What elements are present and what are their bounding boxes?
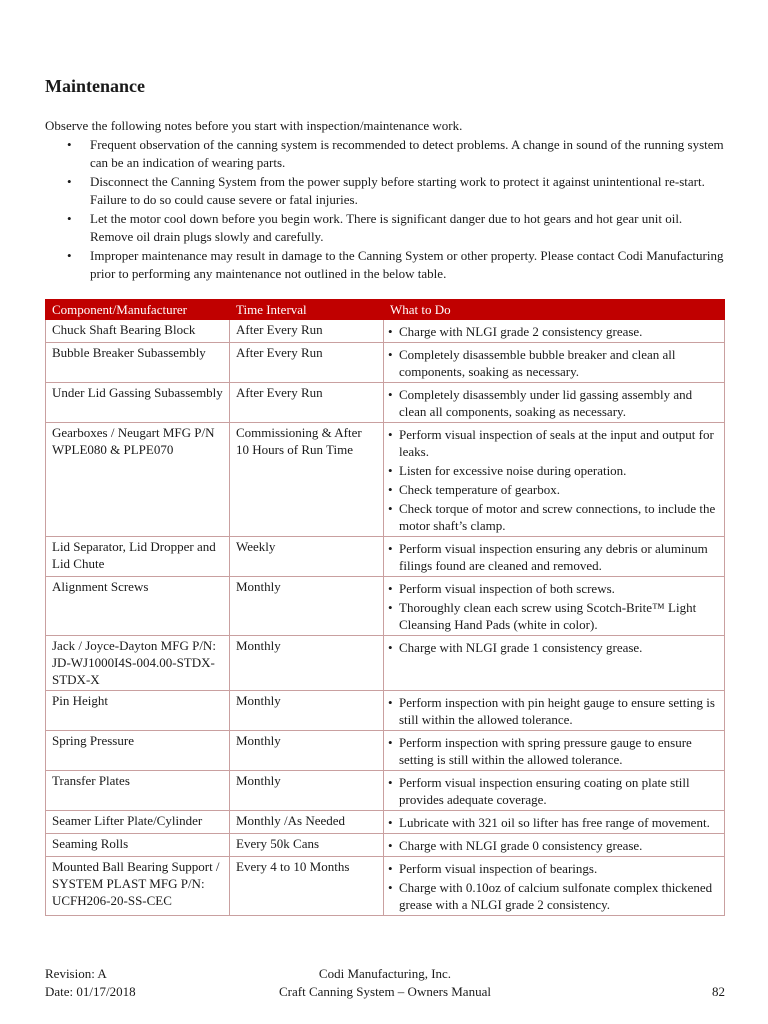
task-item: [388, 837, 720, 854]
task-list: [388, 774, 720, 808]
table-row: [46, 834, 725, 857]
interval-cell: Monthly /As Needed: [230, 811, 384, 834]
what-to-do-cell: [384, 383, 725, 423]
table-row: [46, 771, 725, 811]
component-cell: Spring Pressure: [46, 731, 230, 771]
component-cell: Chuck Shaft Bearing Block: [46, 320, 230, 343]
bullet-icon: •: [388, 640, 393, 655]
task-item: [388, 481, 720, 498]
component-cell: Lid Separator, Lid Dropper and Lid Chute: [46, 537, 230, 577]
what-to-do-cell: [384, 423, 725, 537]
component-cell: Alignment Screws: [46, 577, 230, 636]
task-item: [388, 599, 720, 633]
bullet-icon: •: [388, 735, 393, 750]
bullet-icon: •: [67, 137, 72, 152]
interval-cell: Monthly: [230, 771, 384, 811]
component-cell: Gearboxes / Neugart MFG P/N WPLE080 & PLPE070: [46, 423, 230, 537]
page-number: 82: [712, 984, 725, 999]
table-row: [46, 423, 725, 537]
bullet-icon: •: [67, 211, 72, 226]
table-row: [46, 383, 725, 423]
task-text: Lubricate with 321 oil so lifter has free range of movement.: [399, 815, 710, 830]
table-row: [46, 691, 725, 731]
bullet-icon: •: [388, 600, 393, 615]
component-cell: Bubble Breaker Subassembly: [46, 343, 230, 383]
task-item: [388, 734, 720, 768]
task-item: [388, 426, 720, 460]
component-cell: Pin Height: [46, 691, 230, 731]
header-what-to-do: What to Do: [384, 300, 725, 320]
component-cell: Transfer Plates: [46, 771, 230, 811]
task-item: [388, 323, 720, 340]
bullet-icon: •: [388, 815, 393, 830]
table-row: [46, 857, 725, 916]
bullet-icon: •: [388, 861, 393, 876]
task-item: [388, 386, 720, 420]
list-item: • Improper maintenance may result in damage to the Canning System or other property. Please contact Codi Manufacturing prior to performing any maintenance not outlined in the below table.: [67, 248, 724, 281]
task-text: Perform inspection with spring pressure gauge to ensure setting is still within the allowed tolerance.: [399, 735, 692, 767]
task-text: Perform visual inspection ensuring coating on plate still provides adequate coverage.: [399, 775, 690, 807]
component-cell: Seamer Lifter Plate/Cylinder: [46, 811, 230, 834]
task-item: [388, 694, 720, 728]
task-list: [388, 694, 720, 728]
interval-cell: Every 4 to 10 Months: [230, 857, 384, 916]
task-list: [388, 837, 720, 854]
maintenance-table: [45, 299, 725, 916]
what-to-do-cell: [384, 636, 725, 691]
table-row: [46, 636, 725, 691]
component-cell: Under Lid Gassing Subassembly: [46, 383, 230, 423]
task-text: Perform visual inspection of bearings.: [399, 861, 598, 876]
task-text: Completely disassembly under lid gassing assembly and clean all components, soaking as necessary.: [399, 387, 693, 419]
task-text: Perform inspection with pin height gauge to ensure setting is still within the allowed tolerance.: [399, 695, 715, 727]
task-text: Charge with NLGI grade 1 consistency grease.: [399, 640, 643, 655]
task-list: [388, 386, 720, 420]
bullet-icon: •: [388, 427, 393, 442]
task-list: [388, 814, 720, 831]
task-item: [388, 774, 720, 808]
task-text: Check temperature of gearbox.: [399, 482, 560, 497]
table-row: [46, 577, 725, 636]
what-to-do-cell: [384, 771, 725, 811]
header-component: Component/Manufacturer: [46, 300, 230, 320]
component-cell: Seaming Rolls: [46, 834, 230, 857]
what-to-do-cell: [384, 577, 725, 636]
interval-cell: After Every Run: [230, 320, 384, 343]
interval-cell: Weekly: [230, 537, 384, 577]
footer-date: Date: 01/17/2018: [45, 984, 136, 999]
bullet-icon: •: [388, 581, 393, 596]
list-item: • Frequent observation of the canning system is recommended to detect problems. A change in sound of the running system can be an indication of wearing parts.: [67, 137, 724, 170]
what-to-do-cell: [384, 537, 725, 577]
task-list: [388, 734, 720, 768]
task-text: Listen for excessive noise during operation.: [399, 463, 627, 478]
task-item: [388, 814, 720, 831]
table-header-row: [46, 300, 725, 320]
interval-cell: After Every Run: [230, 343, 384, 383]
footer-revision: Revision: A: [45, 966, 107, 981]
interval-cell: Every 50k Cans: [230, 834, 384, 857]
task-list: [388, 426, 720, 534]
bullet-icon: •: [388, 541, 393, 556]
task-item: [388, 500, 720, 534]
bullet-icon: •: [388, 324, 393, 339]
header-interval: Time Interval: [230, 300, 384, 320]
task-text: Charge with NLGI grade 0 consistency grease.: [399, 838, 643, 853]
bullet-icon: •: [388, 463, 393, 478]
component-cell: Jack / Joyce-Dayton MFG P/N: JD-WJ1000I4S-004.00-STDX-STDX-X: [46, 636, 230, 691]
bullet-icon: •: [388, 347, 393, 362]
task-list: [388, 323, 720, 340]
interval-cell: Monthly: [230, 577, 384, 636]
interval-cell: After Every Run: [230, 383, 384, 423]
task-text: Completely disassemble bubble breaker and clean all components, soaking as necessary.: [399, 347, 676, 379]
bullet-icon: •: [388, 838, 393, 853]
task-text: Perform visual inspection of seals at the input and output for leaks.: [399, 427, 714, 459]
component-cell: Mounted Ball Bearing Support / SYSTEM PLAST MFG P/N: UCFH206-20-SS-CEC: [46, 857, 230, 916]
list-item: • Let the motor cool down before you begin work. There is significant danger due to hot gears and hot gear unit oil. Remove oil drain plugs slowly and carefully.: [67, 211, 683, 244]
table-row: [46, 343, 725, 383]
what-to-do-cell: [384, 731, 725, 771]
bullet-icon: •: [67, 174, 72, 189]
bullet-icon: •: [388, 482, 393, 497]
bullet-icon: •: [388, 880, 393, 895]
interval-cell: Monthly: [230, 636, 384, 691]
task-text: Perform visual inspection ensuring any debris or aluminum filings found are cleaned and removed.: [399, 541, 708, 573]
what-to-do-cell: [384, 343, 725, 383]
table-row: [46, 320, 725, 343]
interval-cell: Monthly: [230, 731, 384, 771]
interval-cell: Commissioning & After 10 Hours of Run Time: [230, 423, 384, 537]
task-list: [388, 540, 720, 574]
task-list: [388, 860, 720, 913]
table-row: [46, 811, 725, 834]
task-text: Charge with 0.10oz of calcium sulfonate complex thickened grease with a NLGI grade 2 consistency.: [399, 880, 713, 912]
task-item: [388, 462, 720, 479]
what-to-do-cell: [384, 691, 725, 731]
table-row: [46, 537, 725, 577]
task-item: [388, 879, 720, 913]
list-item: • Disconnect the Canning System from the power supply before starting work to protect it against unintentional re-start. Failure to do so could cause severe or fatal injuries.: [67, 174, 705, 207]
bullet-icon: •: [388, 695, 393, 710]
bullet-icon: •: [388, 387, 393, 402]
task-text: Thoroughly clean each screw using Scotch-Brite™ Light Cleansing Hand Pads (white in color).: [399, 600, 697, 632]
bullet-icon: •: [388, 501, 393, 516]
bullet-icon: •: [388, 775, 393, 790]
task-text: Perform visual inspection of both screws.: [399, 581, 615, 596]
what-to-do-cell: [384, 811, 725, 834]
task-text: Check torque of motor and screw connections, to include the motor shaft’s clamp.: [399, 501, 716, 533]
what-to-do-cell: [384, 320, 725, 343]
footer-manual-title: Craft Canning System – Owners Manual: [279, 984, 491, 999]
page-title: Maintenance: [45, 76, 145, 96]
what-to-do-cell: [384, 834, 725, 857]
task-text: Charge with NLGI grade 2 consistency grease.: [399, 324, 643, 339]
notes-list: [45, 136, 725, 284]
table-row: [46, 731, 725, 771]
task-item: [388, 580, 720, 597]
task-item: [388, 860, 720, 877]
what-to-do-cell: [384, 857, 725, 916]
task-list: [388, 580, 720, 633]
intro-text: Observe the following notes before you start with inspection/maintenance work.: [45, 118, 463, 133]
footer-company: Codi Manufacturing, Inc.: [318, 966, 452, 981]
task-item: [388, 346, 720, 380]
task-item: [388, 540, 720, 574]
bullet-icon: •: [67, 248, 72, 263]
interval-cell: Monthly: [230, 691, 384, 731]
task-list: [388, 346, 720, 380]
task-list: [388, 639, 720, 656]
task-item: [388, 639, 720, 656]
